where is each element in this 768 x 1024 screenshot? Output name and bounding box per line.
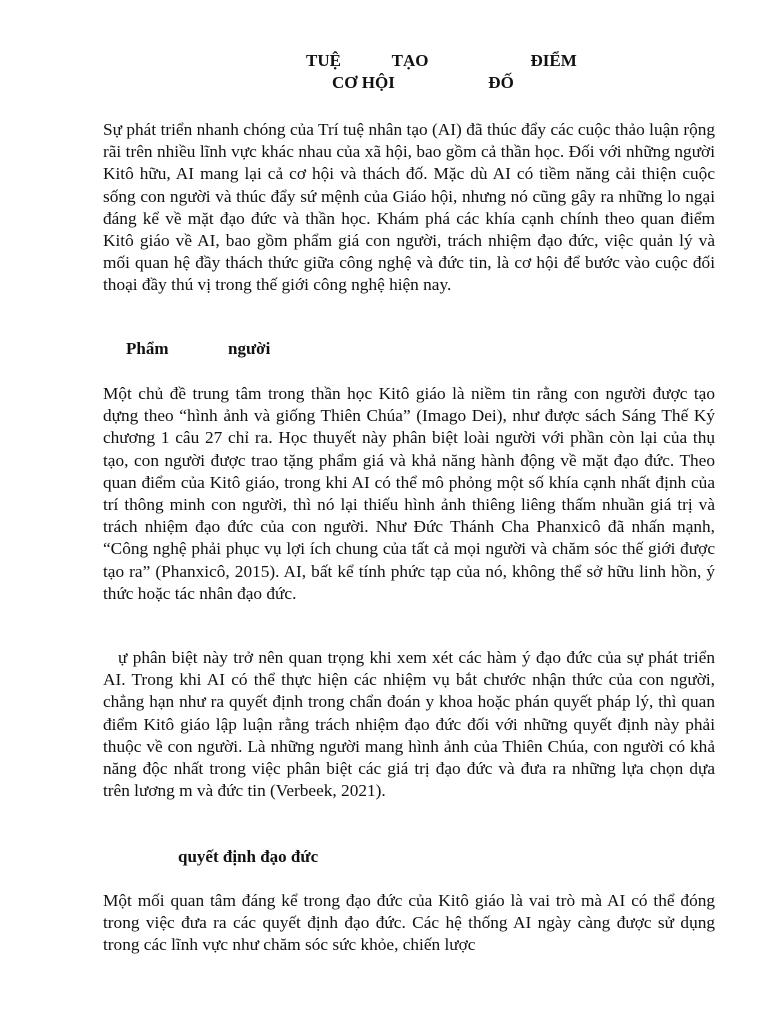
decision-paragraph: Một mối quan tâm đáng kể trong đạo đức của Kitô giáo là vai trò mà AI có thể đóng trong việc đưa ra các quyết định đạo đức. Các hệ thống AI ngày càng được sử dụng trong các lĩnh vực như chăm sóc sức khỏe, chiến lược — [103, 891, 715, 955]
section-heading-decision: quyết định đạo đức — [178, 847, 319, 866]
document-title-line-2: CƠ HỘI ĐỐ — [332, 73, 514, 92]
document-title-line-1: TUỆ TẠO ĐIỂM — [306, 51, 577, 70]
section-heading-dignity: Phẩm người — [126, 339, 271, 358]
dignity-paragraph: Một chủ đề trung tâm trong thần học Kitô giáo là niềm tin rằng con người được tạo dựng theo “hình ảnh và giống Thiên Chúa” (Imago Dei), như được sách Sáng Thế Ký chương 1 câu 27 chỉ ra. Học thuyết này phân biệt loài người với phần còn lại của thụ tạo, con người được trao tặng phẩm giá và khả năng hành động về mặt đạo đức. Theo quan điểm của Kitô giáo, trong khi AI có thể mô phỏng một số khía cạnh nhất định của trí thông minh con người, thì nó lại thiếu hình ảnh thiêng liêng thấm nhuần giá trị và trách nhiệm đạo đức của con người. Như Đức Thánh Cha Phanxicô đã nhấn mạnh, “Công nghệ phải phục vụ lợi ích chung của tất cả mọi người và chăm sóc thế giới được tạo ra” (Phanxicô, 2015). AI, bất kể tính phức tạp của nó, không thể sở hữu linh hồn, ý thức hoặc tác nhân đạo đức. — [103, 384, 715, 603]
intro-paragraph: Sự phát triển nhanh chóng của Trí tuệ nhân tạo (AI) đã thúc đẩy các cuộc thảo luận rộng rãi trên nhiều lĩnh vực khác nhau của xã hội, bao gồm cả thần học. Đối với những người Kitô hữu, AI mang lại cả cơ hội và thách đố. Mặc dù AI có tiềm năng cải thiện cuộc sống con người và thúc đẩy sứ mệnh của Giáo hội, nhưng nó cũng gây ra những lo ngại đáng kể về mặt đạo đức và thần học. Khám phá các khía cạnh chính theo quan điểm Kitô giáo về AI, bao gồm phẩm giá con người, trách nhiệm đạo đức, việc quản lý và mối quan hệ đầy thách thức giữa công nghệ và đức tin, là cơ hội để bước vào cuộc đối thoại đầy thú vị trong thế giới công nghệ hiện nay. — [103, 120, 715, 295]
distinction-paragraph: ự phân biệt này trở nên quan trọng khi xem xét các hàm ý đạo đức của sự phát triển AI. Trong khi AI có thể thực hiện các nhiệm vụ bắt chước nhận thức của con người, chẳng hạn như ra quyết định trong chẩn đoán y khoa hoặc phán quyết pháp lý, thì quan điểm Kitô giáo lập luận rằng trách nhiệm đạo đức đối với những quyết định này phải thuộc về con người. Là những người mang hình ảnh của Thiên Chúa, con người có khả năng độc nhất trong việc phân biệt các giá trị đạo đức và đưa ra những lựa chọn dựa trên lương m và đức tin (Verbeek, 2021). — [103, 648, 715, 801]
